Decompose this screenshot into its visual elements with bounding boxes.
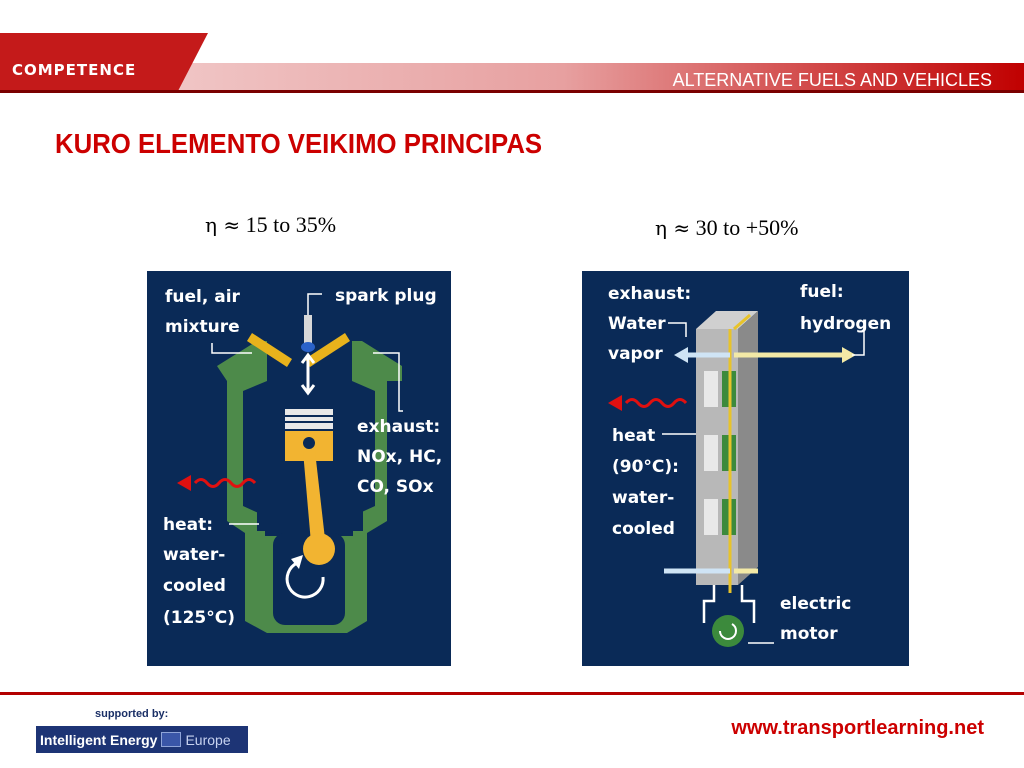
left-efficiency — [205, 212, 336, 238]
label-exhaust-1: exhaust: — [357, 417, 441, 437]
label-heat-3: cooled — [163, 576, 226, 596]
label-heat-4: (125°C) — [163, 608, 236, 628]
heat-arrow — [195, 480, 255, 487]
fuel-cell-illustration — [582, 271, 909, 666]
spark-plug — [304, 315, 312, 343]
header-title: ALTERNATIVE FUELS AND VEHICLES — [672, 70, 992, 90]
label-exhaust-1: exhaust: — [608, 284, 692, 304]
right-efficiency — [655, 215, 798, 241]
efficiency-symbol: η ≈ — [205, 213, 241, 237]
header-banner — [0, 33, 1024, 93]
crankshaft — [303, 533, 335, 565]
label-exhaust-2: Water — [608, 314, 666, 334]
competence-logo: COMPETENCE — [12, 61, 137, 79]
label-heat-4: cooled — [612, 519, 675, 539]
supported-by-label: supported by: — [95, 708, 169, 720]
fuel-cell-diagram — [582, 271, 909, 666]
intelligent-energy-europe-logo[interactable] — [36, 726, 248, 753]
efficiency-value: 30 to +50% — [695, 215, 799, 240]
engine-illustration — [147, 271, 451, 666]
efficiency-value: 15 to 35% — [245, 212, 337, 237]
label-heat-2: (90°C): — [612, 457, 679, 477]
efficiency-symbol: η ≈ — [655, 216, 691, 240]
label-exhaust-2: NOx, HC, — [357, 447, 443, 467]
slide-title: KURO ELEMENTO VEIKIMO PRINCIPAS — [55, 128, 543, 159]
label-spark: spark plug — [335, 286, 437, 306]
label-heat-1: heat: — [163, 515, 214, 535]
eu-flag-icon — [161, 732, 181, 747]
label-motor-1: electric — [780, 594, 852, 614]
label-fuel-2: hydrogen — [800, 314, 892, 334]
electric-motor — [712, 615, 744, 647]
combustion-engine-diagram — [147, 271, 451, 666]
label-fuel-2: mixture — [165, 317, 240, 337]
website-link[interactable]: www.transportlearning.net — [731, 717, 984, 739]
label-heat-1: heat — [612, 426, 656, 446]
label-heat-2: water- — [163, 545, 226, 565]
heat-arrow — [626, 400, 686, 407]
sponsor-region: Europe — [185, 731, 231, 748]
footer-divider — [0, 692, 1024, 695]
label-motor-2: motor — [780, 624, 838, 644]
label-heat-3: water- — [612, 488, 675, 508]
label-fuel-1: fuel: — [800, 282, 844, 302]
label-exhaust-3: CO, SOx — [357, 477, 434, 497]
label-fuel-1: fuel, air — [165, 287, 240, 307]
label-exhaust-3: vapor — [608, 344, 663, 364]
sponsor-name: Intelligent Energy — [40, 731, 158, 748]
